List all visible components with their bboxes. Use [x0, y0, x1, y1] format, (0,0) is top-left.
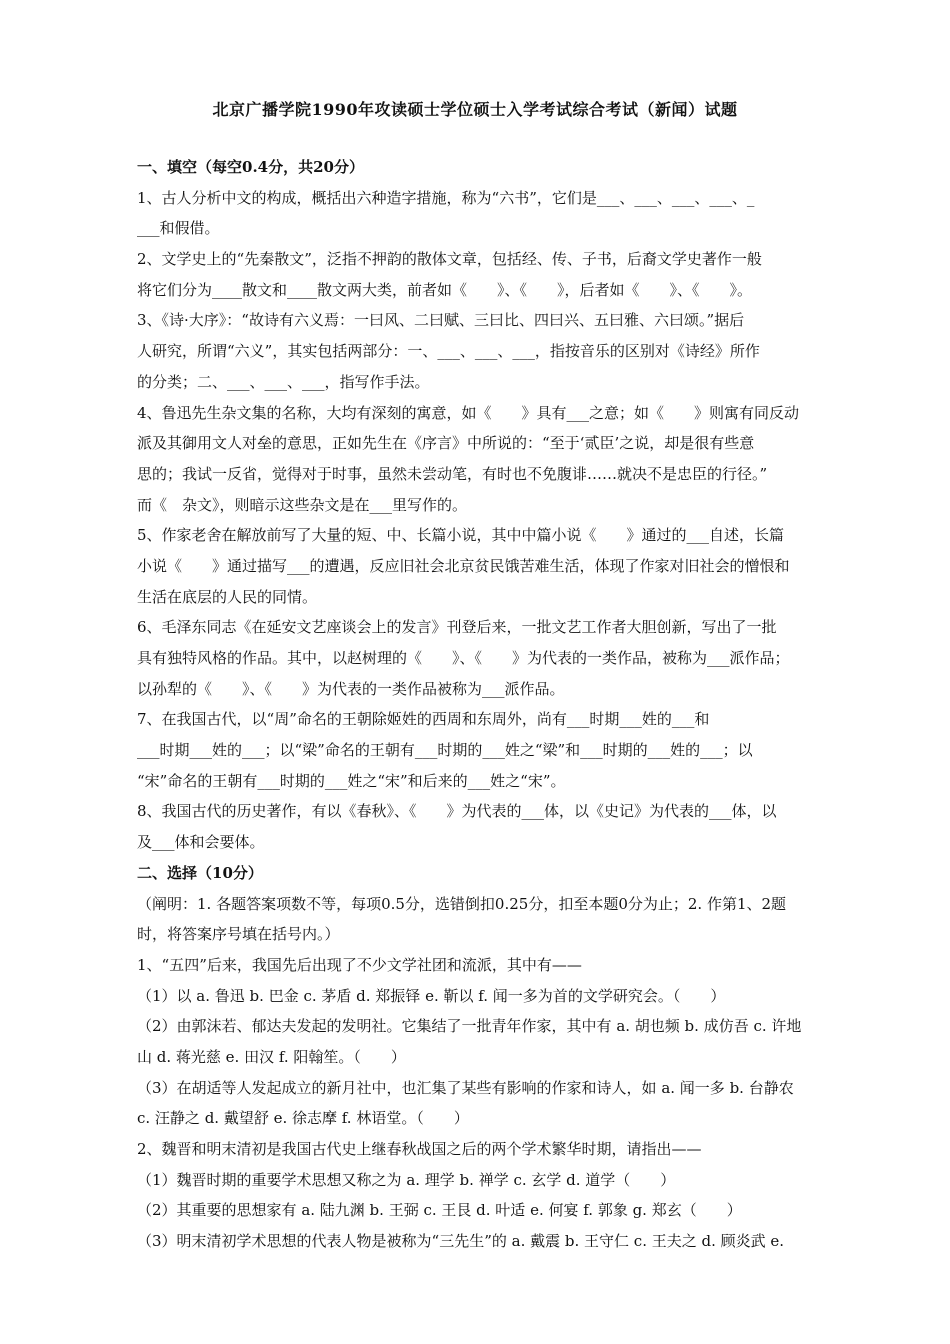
text-line: 派及其御用文人对垒的意思，正如先生在《序言》中所说的：“至于‘贰臣’之说，却是很有些意: [137, 434, 755, 453]
text-line: 7、在我国古代，以“周”命名的王朝除姬姓的西周和东周外，尚有___时期___姓的___和: [137, 710, 710, 729]
text-line: 将它们分为____散文和____散文两大类，前者如《 》、《 》，后者如《 》、《 》。: [137, 280, 753, 299]
text-line: 6、毛泽东同志《在延安文艺座谈会上的发言》刊登后来，一批文艺工作者大胆创新，写出了一批: [137, 618, 777, 637]
document-body: [137, 152, 861, 1257]
text-line: 的分类；二、___、___、___，指写作手法。: [137, 372, 430, 391]
text-line: 2、文学史上的“先秦散文”，泛指不押韵的散体文章，包括经、传、子书，后裔文学史著作一般: [137, 250, 762, 269]
text-line: “宋”命名的王朝有___时期的___姓之“宋”和后来的___姓之“宋”。: [137, 771, 566, 790]
text-line: 以孙犁的《 》、《 》为代表的一类作品被称为___派作品。: [137, 679, 565, 698]
text-line: （2）其重要的思想家有 a. 陆九渊 b. 王弼 c. 王艮 d. 叶适 e. 何宴 f. 郭象 g. 郑玄（ ）: [137, 1201, 742, 1220]
text-line: 4、鲁迅先生杂文集的名称，大均有深刻的寓意，如《 》具有___之意；如《 》则寓有同反动: [137, 403, 800, 422]
text-line: 时，将答案序号填在括号内。）: [137, 925, 340, 944]
text-line: 思的；我试一反省，觉得对于时事，虽然未尝动笔，有时也不免腹诽……就决不是忠臣的行径。”: [137, 464, 768, 483]
text-line: 1、“五四”后来，我国先后出现了不少文学社团和流派，其中有——: [137, 955, 582, 974]
text-line: （1）以 a. 鲁迅 b. 巴金 c. 茅盾 d. 郑振铎 e. 靳以 f. 闻一多为首的文学研究会。（ ）: [137, 986, 726, 1005]
text-line: 具有独特风格的作品。其中，以赵树理的《 》、《 》为代表的一类作品，被称为___派作品；: [137, 649, 790, 667]
text-line: （1）魏晋时期的重要学术思想又称之为 a. 理学 b. 禅学 c. 玄学 d. 道学（ ）: [137, 1170, 676, 1189]
section-heading: 二、选择（10分）: [137, 863, 263, 882]
text-line: 3、《诗·大序》：“故诗有六义焉：一曰风、二曰赋、三曰比、四曰兴、五曰雅、六曰颂。”据后: [137, 311, 745, 330]
document-title: 北京广播学院1990年攻读硕士学位硕士入学考试综合考试（新闻）试题: [212, 100, 738, 119]
text-line: c. 汪静之 d. 戴望舒 e. 徐志摩 f. 林语堂。（ ）: [137, 1109, 469, 1128]
text-line: （3）在胡适等人发起成立的新月社中，也汇集了某些有影响的作家和诗人，如 a. 闻一多 b. 台静农: [137, 1078, 794, 1097]
text-line: ___时期___姓的___；以“梁”命名的王朝有___时期的___姓之“梁”和___时期的___姓的___；以: [137, 741, 753, 760]
text-line: 人研究，所谓“六义”，其实包括两部分：一、___、___、___，指按音乐的区别对《诗经》所作: [137, 342, 760, 361]
text-line: 生活在底层的人民的同情。: [137, 587, 318, 606]
text-line: 5、作家老舍在解放前写了大量的短、中、长篇小说，其中中篇小说《 》通过的___自述，长篇: [137, 526, 785, 545]
text-line: 及___体和会要体。: [137, 833, 265, 852]
text-line: （3）明末清初学术思想的代表人物是被称为“三先生”的 a. 戴震 b. 王守仁 c. 王夫之 d. 顾炎武 e.: [137, 1232, 785, 1251]
text-line: （2）由郭沫若、郁达夫发起的发明社。它集结了一批青年作家，其中有 a. 胡也频 b. 成仿吾 c. 许地: [137, 1017, 802, 1036]
text-line: 小说《 》通过描写___的遭遇，反应旧社会北京贫民饿苦难生活，体现了作家对旧社会的憎恨和: [137, 556, 790, 575]
text-line: （阐明：1. 各题答案项数不等，每项0.5分，选错倒扣0.25分，扣至本题0分为止；2. 作第1、2题: [137, 894, 787, 913]
text-line: 8、我国古代的历史著作，有以《春秋》、《 》为代表的___体，以《史记》为代表的___体，以: [137, 802, 777, 821]
section-heading: 一、填空（每空0.4分，共20分）: [137, 158, 364, 176]
text-line: 1、古人分析中文的构成，概括出六种造字措施，称为“六书”，它们是___、___、___、___、_: [137, 188, 755, 207]
text-line: 山 d. 蒋光慈 e. 田汉 f. 阳翰笙。（ ）: [137, 1047, 406, 1066]
text-line: ___和假借。: [137, 219, 220, 238]
text-line: 2、魏晋和明末清初是我国古代史上继春秋战国之后的两个学术繁华时期，请指出——: [137, 1140, 702, 1158]
text-line: 而《 杂文》，则暗示这些杂文是在___里写作的。: [137, 495, 468, 514]
